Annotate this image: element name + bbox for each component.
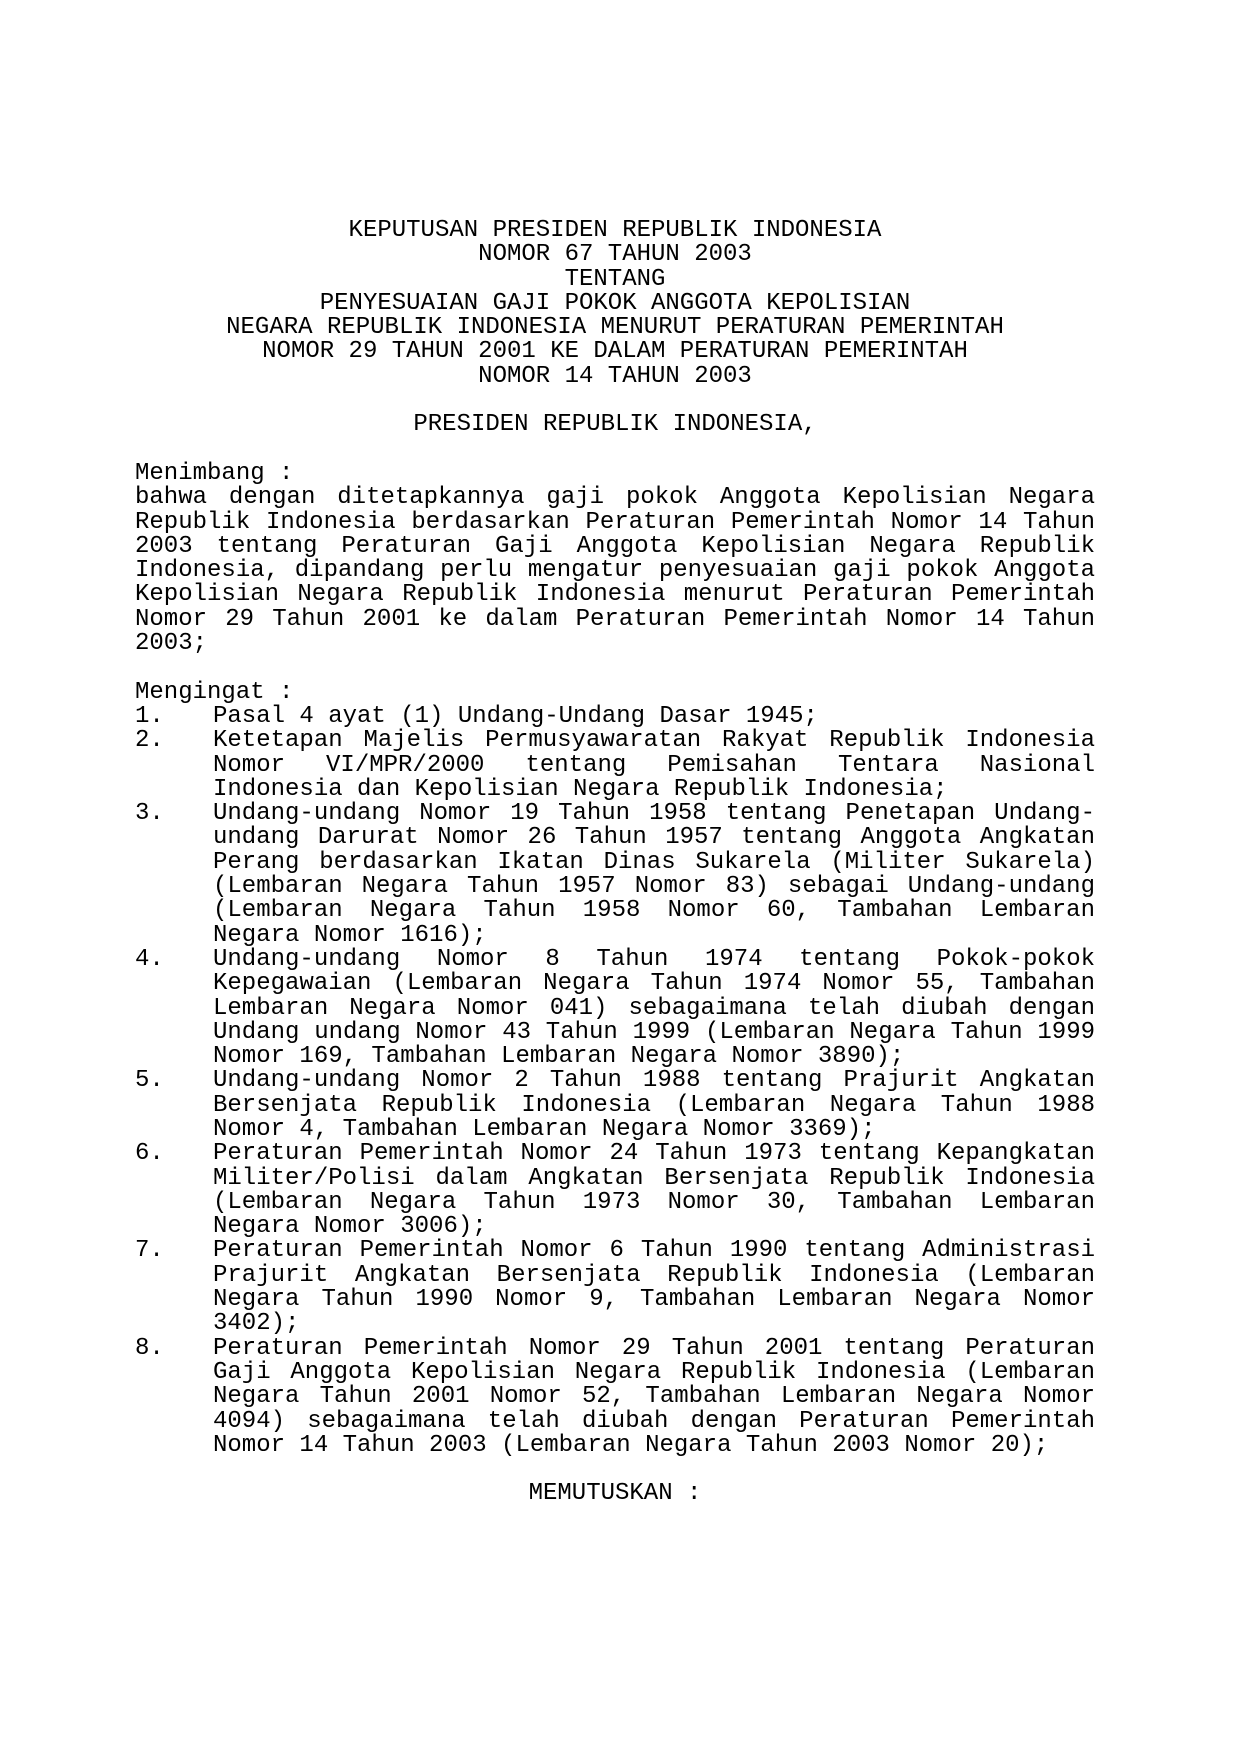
list-item-text: Peraturan Pemerintah Nomor 29 Tahun 2001 tentang Peraturan Gaji Anggota Kepolisian Negara Republik Indonesia (Lembaran Negara Tahun 2001 Nomor 52, Tambahan Lembaran Negara Nomor 4094) sebagaimana telah diubah dengan Peraturan Pemerintah Nomor 14 Tahun 2003 (Lembaran Negara Tahun 2003 Nomor 20); [213, 1334, 1095, 1459]
memutuskan-line: MEMUTUSKAN : [528, 1480, 702, 1508]
mengingat-label: Mengingat : [135, 678, 294, 706]
blank-line [135, 1458, 1095, 1482]
menimbang-label: Menimbang : [135, 459, 294, 487]
list-item-number: 8. [135, 1334, 164, 1362]
mengingat-list [135, 702, 1095, 1459]
list-item [135, 802, 1095, 948]
issuer-line: PRESIDEN REPUBLIK INDONESIA, [413, 411, 817, 439]
title-line: NOMOR 29 TAHUN 2001 KE DALAM PERATURAN PEMERINTAH [262, 338, 968, 366]
list-item-number: 7. [135, 1237, 164, 1265]
blank-line [135, 438, 1095, 462]
list-item-number: 5. [135, 1067, 164, 1095]
list-item [135, 1069, 1095, 1142]
list-item [135, 729, 1095, 802]
list-item [135, 945, 1095, 1071]
title-line: TENTANG [564, 265, 666, 293]
list-item [135, 1239, 1095, 1336]
list-item [135, 702, 1095, 730]
title-line: PENYESUAIAN GAJI POKOK ANGGOTA KEPOLISIAN [319, 289, 911, 317]
list-item-number: 3. [135, 800, 164, 828]
list-item-text: Pasal 4 ayat (1) Undang-Undang Dasar 1945; [213, 702, 818, 730]
blank-line [135, 656, 1095, 680]
list-item-number: 4. [135, 945, 164, 973]
list-item-text: Peraturan Pemerintah Nomor 24 Tahun 1973 tentang Kepangkatan Militer/Polisi dalam Angkatan Bersenjata Republik Indonesia (Lembaran Negara Tahun 1973 Nomor 30, Tambahan Lembaran Negara Nomor 3006); [213, 1140, 1095, 1241]
title-line: KEPUTUSAN PRESIDEN REPUBLIK INDONESIA [348, 217, 882, 244]
list-item-text: Undang-undang Nomor 19 Tahun 1958 tentang Penetapan Undang-undang Darurat Nomor 26 Tahun 1957 tentang Anggota Angkatan Perang berdasarkan Ikatan Dinas Sukarela (Militer Sukarela) (Lembaran Negara Tahun 1957 Nomor 83) sebagai Undang-undang (Lembaran Negara Tahun 1958 Nomor 60, Tambahan Lembaran Negara Nomor 1616); [213, 800, 1095, 949]
list-item-text: Ketetapan Majelis Permusyawaratan Rakyat Republik Indonesia Nomor VI/MPR/2000 tentang Pemisahan Tentara Nasional Indonesia dan Kepolisian Negara Republik Indonesia; [213, 727, 1095, 803]
list-item-text: Peraturan Pemerintah Nomor 6 Tahun 1990 tentang Administrasi Prajurit Angkatan Bersenjata Republik Indonesia (Lembaran Negara Tahun 1990 Nomor 9, Tambahan Lembaran Negara Nomor 3402); [213, 1237, 1095, 1338]
list-item-number: 6. [135, 1140, 164, 1168]
list-item [135, 1142, 1095, 1239]
list-item-number: 1. [135, 702, 164, 730]
list-item-number: 2. [135, 727, 164, 755]
list-item-text: Undang-undang Nomor 8 Tahun 1974 tentang Pokok-pokok Kepegawaian (Lembaran Negara Tahun 1974 Nomor 55, Tambahan Lembaran Negara Nomor 041) sebagaimana telah diubah dengan Undang undang Nomor 43 Tahun 1999 (Lembaran Negara Tahun 1999 Nomor 169, Tambahan Lembaran Negara Nomor 3890); [213, 945, 1095, 1071]
blank-line [135, 389, 1095, 413]
title-line: NOMOR 14 TAHUN 2003 [478, 362, 752, 390]
list-item-text: Undang-undang Nomor 2 Tahun 1988 tentang Prajurit Angkatan Bersenjata Republik Indonesia (Lembaran Negara Tahun 1988 Nomor 4, Tambahan Lembaran Negara Nomor 3369); [213, 1067, 1095, 1143]
title-line: NEGARA REPUBLIK INDONESIA MENURUT PERATURAN PEMERINTAH [226, 314, 1004, 342]
menimbang-paragraph: bahwa dengan ditetapkannya gaji pokok Anggota Kepolisian Negara Republik Indonesia berdasarkan Peraturan Pemerintah Nomor 14 Tahun 2003 tentang Peraturan Gaji Anggota Kepolisian Negara Republik Indonesia, dipandang perlu mengatur penyesuaian gaji pokok Anggota Kepolisian Negara Republik Indonesia menurut Peraturan Pemerintah Nomor 29 Tahun 2001 ke dalam Peraturan Pemerintah Nomor 14 Tahun 2003; [135, 484, 1095, 658]
decree-title-block [135, 219, 1095, 389]
list-item [135, 1334, 1095, 1459]
title-line: NOMOR 67 TAHUN 2003 [478, 241, 752, 269]
decree-document [135, 219, 1095, 1507]
